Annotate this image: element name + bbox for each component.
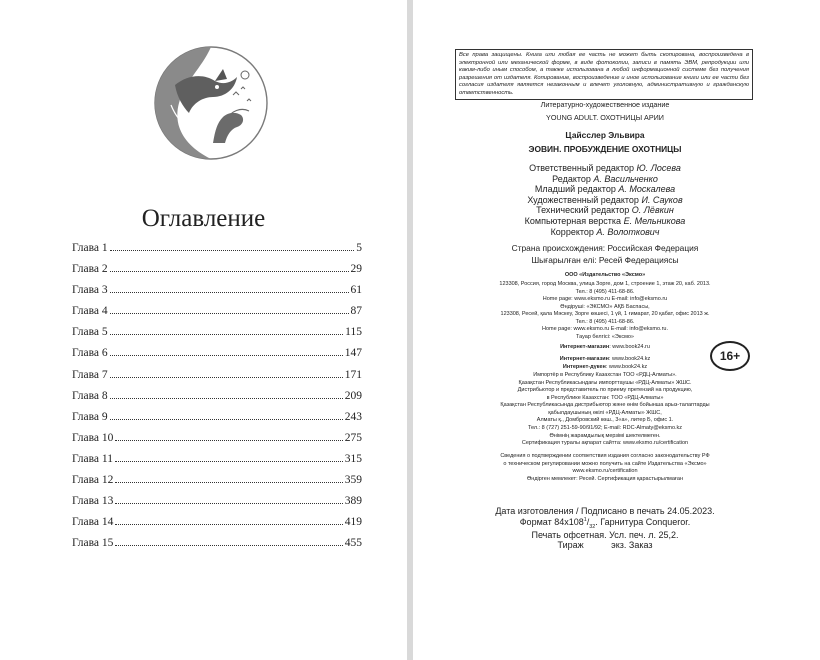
- toc-page-number: 147: [344, 347, 362, 360]
- toc-chapter-label: Глава 7: [72, 368, 108, 381]
- toc-leader: [115, 503, 342, 504]
- toc-page-number: 315: [344, 452, 362, 465]
- publisher-info: [445, 281, 765, 342]
- toc-row-5: [72, 322, 362, 343]
- publisher-line: Өндіруші: «ЭКСМО» АҚБ Баспасы,: [560, 303, 650, 310]
- credit-line: [445, 216, 765, 227]
- credit-role: Редактор: [552, 173, 591, 184]
- toc-page-number: 275: [344, 431, 362, 444]
- toc-page-number: 389: [344, 495, 362, 508]
- print-details: [445, 506, 765, 551]
- toc-page-number: 171: [344, 368, 362, 381]
- toc-leader: [115, 440, 342, 441]
- toc-page-number: 61: [350, 284, 362, 297]
- toc-row-8: [72, 386, 362, 407]
- toc-row-14: [72, 512, 362, 533]
- internet-shop-url: : www.book24.ru: [609, 344, 650, 350]
- book-title: ЭОВИН. ПРОБУЖДЕНИЕ ОХОТНИЦЫ: [528, 144, 682, 154]
- publisher-name: ООО «Издательство «Эксмо»: [564, 272, 646, 278]
- credits-list: [445, 163, 765, 237]
- credit-name: А. Волоткович: [596, 226, 660, 237]
- distributor-line: Импортёр в Республику Казахстан ТОО «РДЦ-Алматы».: [533, 372, 677, 378]
- toc-chapter-label: Глава 15: [72, 537, 114, 550]
- toc-chapter-label: Глава 13: [72, 495, 114, 508]
- toc-leader: [115, 524, 342, 525]
- toc-chapter-label: Глава 5: [72, 326, 108, 339]
- toc-chapter-label: Глава 1: [72, 242, 108, 254]
- credit-line: [445, 227, 765, 238]
- toc-leader: [110, 271, 349, 272]
- credit-name: А. Васильченко: [593, 173, 658, 184]
- credit-name: И. Сауков: [641, 194, 683, 205]
- distributor-line: Қазақстан Республикасындағы импорттаушы «РДЦ-Алматы» ЖШС.: [518, 379, 692, 386]
- publisher-line: Home page: www.eksmo.ru E-mail: info@eksmo.ru.: [541, 326, 668, 333]
- origin-ru: Страна происхождения: Российская Федерация: [511, 243, 699, 253]
- toc-page-number: 115: [345, 326, 362, 339]
- internet-duken-label: Интернет-дүкен: [562, 364, 606, 370]
- toc-chapter-label: Глава 10: [72, 431, 114, 444]
- toc-row-6: [72, 343, 362, 364]
- toc-chapter-label: Глава 8: [72, 389, 108, 402]
- toc-leader: [110, 398, 343, 399]
- credit-role: Младший редактор: [534, 184, 616, 195]
- credit-role: Технический редактор: [536, 205, 630, 216]
- credit-name: А. Москалева: [618, 184, 676, 195]
- age-rating-badge: 16+: [710, 341, 750, 371]
- distributor-line: в Республике Казахстан: ТОО «РДЦ-Алматы»: [546, 394, 664, 401]
- toc-title: Оглавление: [141, 205, 266, 232]
- credit-role: Корректор: [550, 226, 594, 237]
- toc-row-11: [72, 449, 362, 470]
- internet-shop-kz-url: : www.book24.kz: [608, 356, 651, 362]
- toc-row-3: [72, 280, 362, 301]
- credit-line: [445, 174, 765, 185]
- toc-chapter-label: Глава 14: [72, 516, 114, 529]
- credit-role: Художественный редактор: [527, 194, 639, 205]
- toc-leader: [110, 250, 355, 251]
- credit-name: Ю. Лосева: [636, 163, 681, 173]
- credit-line: [445, 184, 765, 195]
- toc-page-number: 29: [350, 263, 362, 276]
- internet-duken-url: : www.book24.kz: [605, 364, 648, 370]
- toc-row-2: [72, 259, 362, 280]
- toc-leader: [115, 482, 342, 483]
- distributor-line: Дистрибьютор и представитель по приему претензий на продукцию,: [517, 387, 693, 394]
- print-run: Тираж экз. Заказ: [557, 540, 653, 551]
- print-date: Дата изготовления / Подписано в печать 24.05.2023.: [495, 506, 715, 516]
- credit-name: О. Лёвкин: [631, 205, 674, 216]
- internet-shop-kz-label: Интернет-магазин: [559, 356, 609, 362]
- credit-role: Ответственный редактор: [529, 163, 634, 173]
- distributor-line: Алматы қ., Домбровский көш., 3«а», литер Б, офис 1.: [536, 417, 674, 424]
- toc-leader: [115, 545, 342, 546]
- toc-leader: [110, 334, 344, 335]
- toc-row-1: [72, 238, 362, 259]
- toc-leader: [115, 461, 343, 462]
- toc-page-number: 87: [350, 305, 362, 318]
- toc-row-9: [72, 407, 362, 428]
- certification-info: [445, 453, 765, 483]
- series-name: YOUNG ADULT. ОХОТНИЦЫ АРИИ: [546, 113, 664, 122]
- toc-row-7: [72, 365, 362, 386]
- publisher-line: Home page: www.eksmo.ru E-mail: info@eksmo.ru: [542, 296, 668, 303]
- publisher-line: Тауар белгісі: «Эксмо»: [575, 334, 634, 341]
- toc-row-10: [72, 428, 362, 449]
- left-page: [0, 0, 407, 660]
- toc-chapter-label: Глава 6: [72, 347, 108, 360]
- print-type: Печать офсетная. Усл. печ. л. 25,2.: [531, 529, 679, 540]
- toc-row-15: [72, 533, 362, 554]
- distributor-line: Сертификация туралы ақпарат сайтта: www.eksmo.ru/certification: [521, 440, 689, 447]
- toc-row-4: [72, 301, 362, 322]
- toc-leader: [110, 355, 343, 356]
- toc-row-13: [72, 491, 362, 512]
- toc-leader: [110, 419, 343, 420]
- toc-page-number: 359: [344, 474, 362, 487]
- toc-chapter-label: Глава 9: [72, 410, 108, 423]
- toc-page-number: 455: [344, 537, 362, 550]
- table-of-contents: [72, 238, 362, 554]
- distributor-line: қабылдаушының өкілі «РДЦ-Алматы» ЖШС,: [548, 409, 662, 416]
- credit-line: [445, 205, 765, 216]
- credit-name: Е. Мельникова: [623, 216, 686, 227]
- toc-chapter-label: Глава 4: [72, 305, 108, 318]
- copyright-notice: Все права защищены. Книга или любая ее часть не может быть скопирована, воспроизведена в электронной или механической форме, в виде фотокопии, записи в память ЭВМ, репродукции или каким-либо иным способом, а также использована в любой информационной системе без получения разрешения от издателя. Копирование, воспроизведение и иное использование книги или ее части без согласия издателя является незаконным и влечет уголовную, административную и гражданскую ответственность.: [455, 49, 753, 100]
- distributor-line: Қазақстан Республикасында дистрибьютор және өнім бойынша арыз-талаптарды: [500, 402, 710, 409]
- toc-chapter-label: Глава 3: [72, 284, 108, 297]
- toc-page-number: 5: [356, 242, 362, 254]
- toc-leader: [110, 377, 343, 378]
- print-format: Формат $84x108^1/_{32}$. Гарнитура Conqueror.: [519, 516, 691, 530]
- credit-line: [445, 195, 765, 206]
- toc-leader: [110, 292, 349, 293]
- edition-type: Литературно-художественное издание: [540, 100, 670, 109]
- toc-chapter-label: Глава 11: [72, 452, 113, 465]
- publisher-line: Тел.: 8 (495) 411-68-86.: [575, 318, 635, 325]
- distributor-info: [445, 372, 765, 448]
- toc-page-number: 419: [344, 516, 362, 529]
- publisher-line: 123308, Ресей, қала Мәскеу, Зорге көшесі, 1 үй, 1 ғимарат, 20 қабат, офис 2013 ж.: [500, 311, 710, 318]
- certification-line: о техническом регулировании можно получить на сайте Издательства «Эксмо»: [503, 460, 707, 467]
- credit-line: [445, 163, 765, 174]
- distributor-line: Тел.: 8 (727) 251-59-90/91/92; E-mail: RDC-Almaty@eksmo.kz: [527, 425, 683, 432]
- author-name: Цайсслер Эльвира: [565, 130, 645, 140]
- internet-shop-label: Интернет-магазин: [560, 344, 610, 350]
- certification-line: Сведения о подтверждении соответствия издания согласно законодательству РФ: [500, 453, 710, 459]
- toc-chapter-label: Глава 2: [72, 263, 108, 276]
- origin-kz: Шығарылған елі: Ресей Федерациясы: [531, 255, 679, 265]
- distributor-line: Өнімнің жарамдылық мерзімі шектелмеген.: [549, 432, 661, 439]
- publisher-line: Тел.: 8 (495) 411-68-86.: [575, 288, 635, 295]
- toc-chapter-label: Глава 12: [72, 474, 114, 487]
- toc-page-number: 243: [344, 410, 362, 423]
- credit-role: Компьютерная верстка: [524, 216, 622, 227]
- certification-line: www.eksmo.ru/certification: [572, 468, 638, 475]
- publisher-line: 123308, Россия, город Москва, улица Зорге, дом 1, строение 1, этаж 20, каб. 2013.: [499, 281, 711, 287]
- toc-row-12: [72, 470, 362, 491]
- wolf-emblem-icon: [153, 45, 269, 161]
- toc-leader: [110, 313, 349, 314]
- toc-page-number: 209: [344, 389, 362, 402]
- certification-line: Өндірген мемлекет: Ресей. Сертификация қарастырылмаған: [527, 475, 683, 482]
